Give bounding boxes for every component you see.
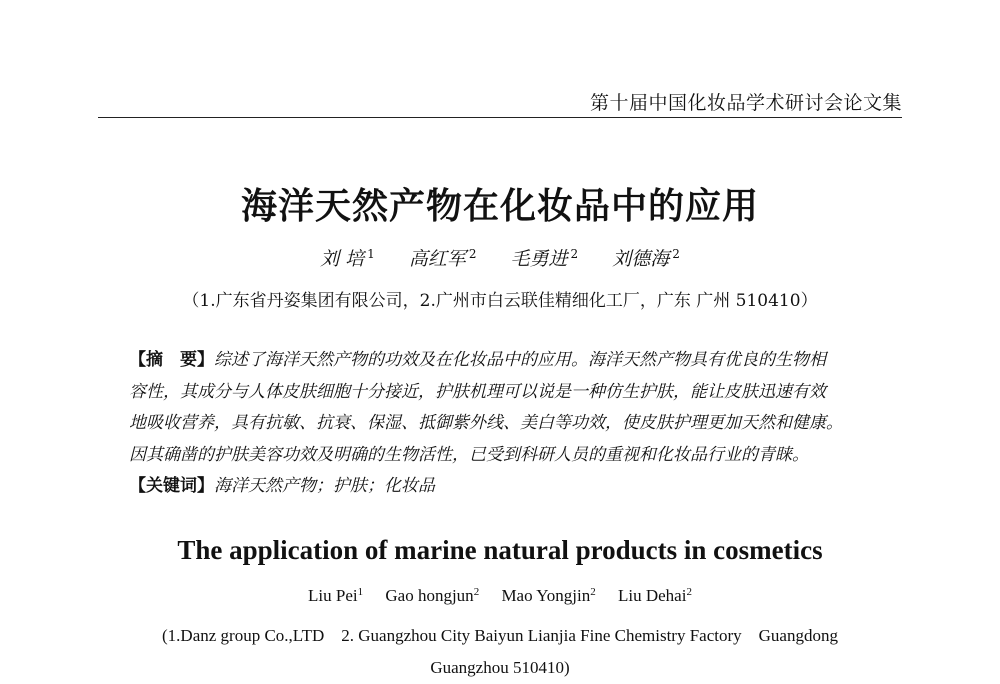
header-rule	[98, 117, 902, 118]
author-list-cn	[0, 244, 1000, 271]
abstract-line: 因其确凿的护肤美容功效及明确的生物活性，已受到科研人员的重视和化妆品行业的青睐。	[129, 444, 809, 465]
abstract-block	[129, 345, 874, 503]
author-en: Gao hongjun$^2$	[385, 586, 480, 605]
affiliation-en	[0, 620, 1000, 684]
running-header-title: 第十届中国化妆品学术研讨会论文集	[589, 92, 902, 114]
affiliation-cn: （1.广东省丹姿集团有限公司，2.广州市白云联佳精细化工厂，广东 广州 510410）	[182, 291, 818, 311]
running-header	[0, 88, 1000, 122]
abstract-line: 地吸收营养，具有抗敏、抗衰、保湿、抵御紫外线、美白等功效，使皮肤护理更加天然和健康。	[129, 413, 843, 433]
abstract-label: 【摘 要】	[129, 350, 214, 370]
paper-title-cn: 海洋天然产物在化妆品中的应用	[240, 186, 759, 227]
author-cn: 刘德海 $^2$	[612, 247, 680, 270]
author-cn: 毛勇进 $^2$	[510, 247, 579, 270]
abstract-line: 【摘 要】综述了海洋天然产物的功效及在化妆品中的应用。海洋天然产物具有优良的生物相	[129, 350, 826, 370]
author-en: Liu Pei$^1$	[308, 586, 364, 605]
keywords-label: 【关键词】	[129, 476, 214, 496]
affiliation-en-line: (1.Danz group Co.,LTD 2. Guangzhou City Baiyun Lianjia Fine Chemistry Factory Guangdong	[162, 626, 838, 645]
author-cn: 高红军 $^2$	[408, 247, 477, 270]
keywords-line	[129, 471, 874, 503]
keywords-text: 海洋天然产物；护肤；化妆品	[214, 476, 435, 496]
affiliation-en-line: Guangzhou 510410)	[430, 658, 570, 677]
abstract-line: 容性，其成分与人体皮肤细胞十分接近，护肤机理可以说是一种仿生护肤，能让皮肤迅速有效	[129, 381, 826, 402]
paper-title-en: The application of marine natural products in cosmetics	[177, 535, 823, 565]
author-list-en	[0, 586, 1000, 606]
author-en: Mao Yongjin$^2$	[501, 586, 596, 605]
author-en: Liu Dehai$^2$	[618, 586, 692, 605]
author-cn: 刘 培 $^1$	[320, 247, 375, 270]
